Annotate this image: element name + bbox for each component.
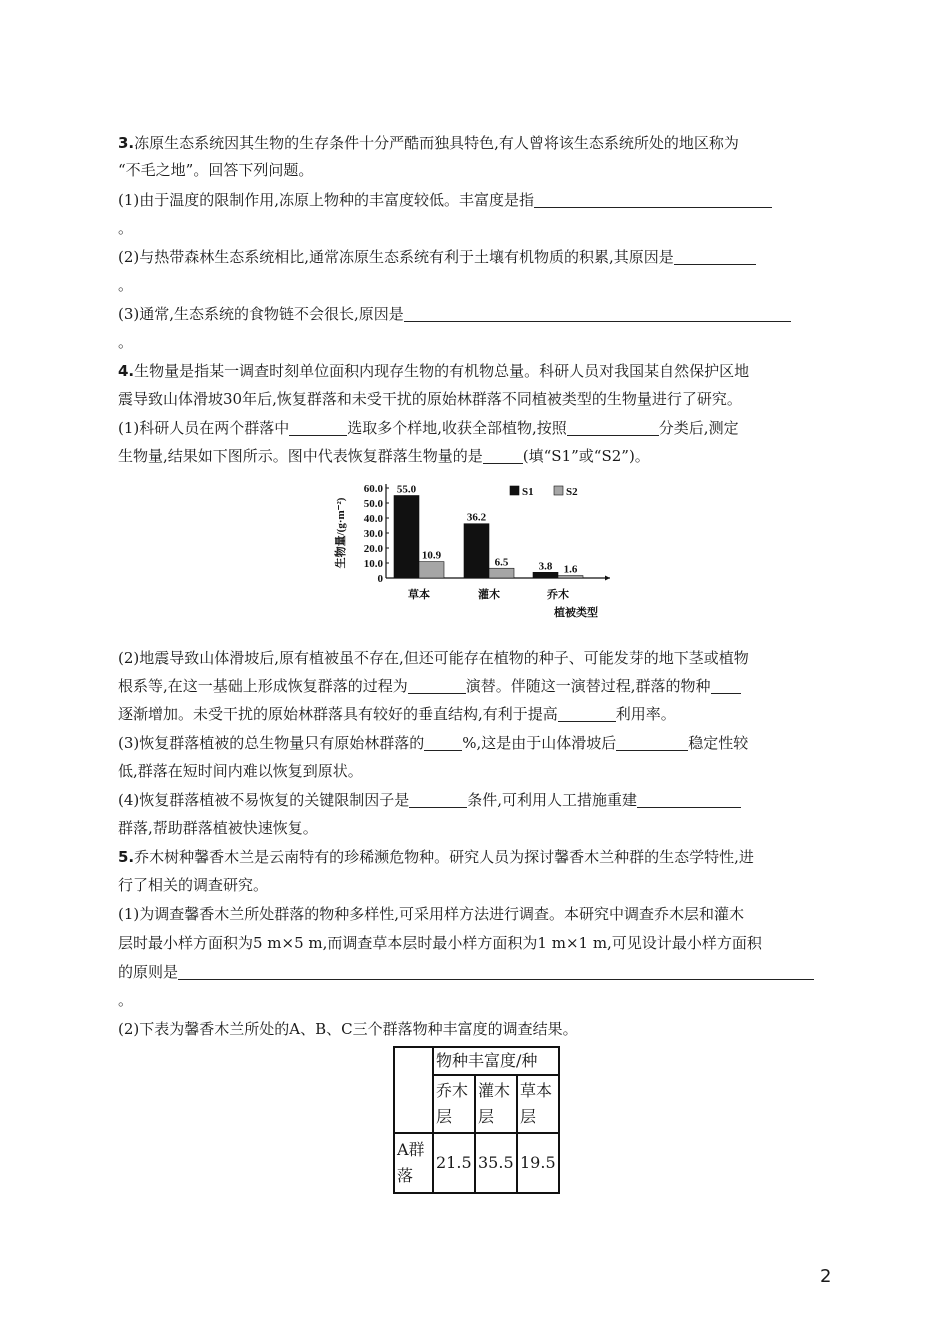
y-tick-label: 50.0 <box>363 498 383 510</box>
q3-part2: (2)与热带森林生态系统相比,通常冻原生态系统有利于土壤有机物质的积累,其原因是 <box>118 247 756 267</box>
answer-blank[interactable] <box>637 792 741 808</box>
q4-part2-cont2: 逐渐增加。未受干扰的原始林群落具有较好的垂直结构,有利于提高 利用率。 <box>118 705 676 723</box>
q3-part1-end: 。 <box>118 219 134 237</box>
q4-part3: (3)恢复群落植被的总生物量只有原始林群落的 %,这是由于山体滑坡后 稳定性较 <box>118 734 749 752</box>
q5-part1-cont: 层时最小样方面积为5 m×5 m,而调查草本层时最小样方面积为1 m×1 m,可见设计最小样方面积 <box>118 934 762 952</box>
answer-blank[interactable] <box>483 448 523 464</box>
y-tick-label: 10.0 <box>363 558 383 570</box>
bar-value-label: 3.8 <box>538 560 553 573</box>
x-tick-label: 灌木 <box>478 589 500 601</box>
legend-label: S1 <box>522 486 534 498</box>
answer-blank[interactable] <box>408 678 466 694</box>
q3-stem-line2: “不毛之地”。回答下列问题。 <box>118 161 314 179</box>
table-col-header: 灌木层 <box>475 1075 517 1133</box>
answer-blank[interactable] <box>616 735 688 751</box>
page-number: 2 <box>820 1266 832 1287</box>
answer-blank[interactable] <box>711 678 741 694</box>
q4-part1: (1)科研人员在两个群落中 选取多个样地,收获全部植物,按照 分类后,测定 <box>118 419 739 437</box>
q3-stem-line1: 3.冻原生态系统因其生物的生存条件十分严酷而独具特色,有人曾将该生态系统所处的地区称为 <box>118 134 739 152</box>
bar-value-label: 6.5 <box>494 556 509 569</box>
table-header: 物种丰富度/种 <box>433 1047 559 1075</box>
q5-part1-end: 。 <box>118 991 134 1009</box>
q4-part2: (2)地震导致山体滑坡后,原有植被虽不存在,但还可能存在植物的种子、可能发芽的地下茎或植物 <box>118 649 749 667</box>
q5-stem-line2: 行了相关的调查研究。 <box>118 876 269 894</box>
answer-blank[interactable] <box>409 792 467 808</box>
answer-blank[interactable] <box>404 306 791 322</box>
table-cell: 19.5 <box>517 1133 559 1193</box>
x-axis-label: 植被类型 <box>554 607 598 619</box>
legend-swatch <box>554 486 563 495</box>
q4-part2-cont: 根系等,在这一基础上形成恢复群落的过程为 演替。伴随这一演替过程,群落的物种 <box>118 676 741 696</box>
bar-s1 <box>394 496 419 579</box>
y-tick-label: 40.0 <box>363 513 383 525</box>
bar-s2 <box>419 562 444 578</box>
bar-value-label: 36.2 <box>466 511 487 524</box>
y-tick-label: 20.0 <box>363 543 383 555</box>
table-cell: 35.5 <box>475 1133 517 1193</box>
table-row <box>394 1133 559 1193</box>
q3-part3: (3)通常,生态系统的食物链不会很长,原因是 <box>118 304 791 324</box>
table-col-header: 草本层 <box>517 1075 559 1133</box>
answer-blank[interactable] <box>534 192 772 208</box>
y-tick-label: 60.0 <box>363 483 383 495</box>
q4-part4: (4)恢复群落植被不易恢复的关键限制因子是 条件,可利用人工措施重建 <box>118 790 741 810</box>
x-axis-arrow <box>605 576 610 581</box>
species-richness-table <box>393 1046 560 1194</box>
q4-stem-line2: 震导致山体滑坡30年后,恢复群落和未受干扰的原始林群落不同植被类型的生物量进行了研究。 <box>118 390 742 408</box>
q5-part1-cont2: 的原则是 <box>118 962 814 982</box>
q5-number: 5. <box>118 848 135 866</box>
q5-part2: (2)下表为馨香木兰所处的A、B、C三个群落物种丰富度的调查结果。 <box>118 1020 578 1038</box>
table-corner-cell <box>394 1047 433 1133</box>
x-tick-label: 乔木 <box>547 589 569 601</box>
bar-value-label: 55.0 <box>396 483 417 496</box>
q3-part1: (1)由于温度的限制作用,冻原上物种的丰富度较低。丰富度是指 <box>118 190 772 210</box>
biomass-bar-chart <box>330 475 630 625</box>
x-tick-label: 草本 <box>408 589 430 601</box>
y-tick-label: 30.0 <box>363 528 383 540</box>
q5-stem-line1: 5.乔木树种馨香木兰是云南特有的珍稀濒危物种。研究人员为探讨馨香木兰种群的生态学特性,进 <box>118 848 754 866</box>
q3-number: 3. <box>118 134 135 152</box>
bar-s1 <box>533 572 558 578</box>
bar-s1 <box>464 524 489 578</box>
table-cell: 21.5 <box>433 1133 475 1193</box>
answer-blank[interactable] <box>289 420 347 436</box>
legend-swatch <box>510 486 519 495</box>
bar-s2 <box>489 568 514 578</box>
q4-number: 4. <box>118 362 135 380</box>
answer-blank[interactable] <box>424 735 462 751</box>
bar-value-label: 10.9 <box>421 549 442 562</box>
q3-part3-end: 。 <box>118 333 134 351</box>
q4-part1-cont: 生物量,结果如下图所示。图中代表恢复群落生物量的是 (填“S1”或“S2”)。 <box>118 447 650 465</box>
q4-part3-cont: 低,群落在短时间内难以恢复到原状。 <box>118 762 363 780</box>
table-row <box>394 1047 559 1075</box>
table-row-label: A群落 <box>394 1133 433 1193</box>
q4-part4-cont: 群落,帮助群落植被快速恢复。 <box>118 819 318 837</box>
y-tick-label: 0 <box>377 573 383 585</box>
y-axis-label: 生物量/(g·m⁻²) <box>335 497 347 569</box>
table-col-header: 乔木层 <box>433 1075 475 1133</box>
chart-bars <box>394 483 583 578</box>
bar-value-label: 1.6 <box>563 563 578 576</box>
answer-blank[interactable] <box>178 964 814 980</box>
answer-blank[interactable] <box>558 706 616 722</box>
q3-part2-end: 。 <box>118 276 134 294</box>
answer-blank[interactable] <box>567 420 659 436</box>
legend-label: S2 <box>566 486 578 498</box>
bar-s2 <box>558 576 583 578</box>
q5-part1: (1)为调查馨香木兰所处群落的物种多样性,可采用样方法进行调查。本研究中调查乔木层和灌木 <box>118 905 745 923</box>
q4-stem-line1: 4.生物量是指某一调查时刻单位面积内现存生物的有机物总量。科研人员对我国某自然保护区地 <box>118 362 750 380</box>
answer-blank[interactable] <box>674 249 756 265</box>
